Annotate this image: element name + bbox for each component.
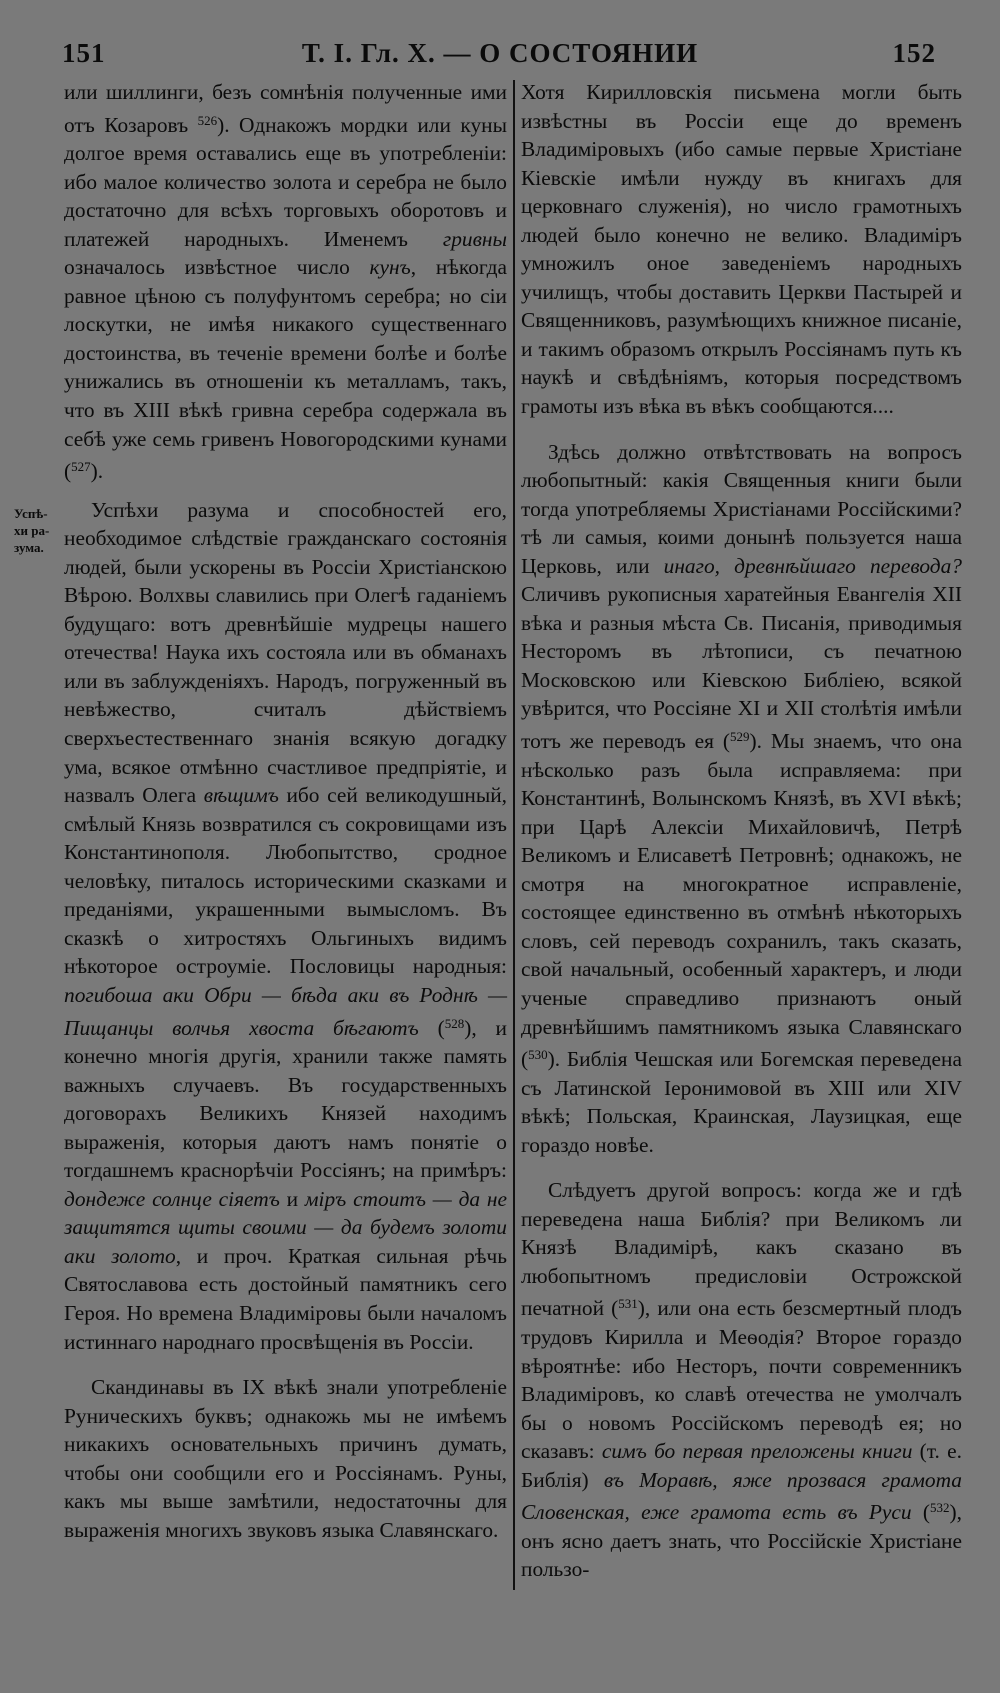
footnote-ref[interactable]: 529 (730, 729, 750, 745)
marginal-note-line: Успѣ- (14, 506, 48, 521)
running-title: Т. I. Гл. X. — О СОСТОЯНИИ (301, 38, 699, 68)
marginal-note (14, 505, 64, 556)
column-divider (513, 80, 515, 1590)
left-column (64, 78, 507, 1544)
footnote-ref[interactable]: 527 (71, 459, 91, 475)
paragraph: Хотя Кирилловскія письмена могли быть извѣстны въ Россіи еще до временъ Владиміровыхъ (ибо самые первые Христіане Кіевскіе имѣли нужду въ книгахъ для церковнаго служенія), но число грамотныхъ людей было конечно не велико. Владиміръ умножилъ оное заведеніемъ народныхъ училищъ, чтобы доставить Церкви Пастырей и Священниковъ, разумѣющихъ книжное писаніе, и такимъ образомъ открылъ Россіянамъ путь къ наукѣ и свѣдѣніямъ, которыя посредствомъ грамоты изъ вѣка въ вѣкъ сообщаются.... (521, 80, 962, 419)
paragraph: Успѣхи разума и способностей его, необходимое слѣдствіе гражданскаго состоянія людей, были ускорены въ Россіи Христіанскою Вѣрою. Волхвы славились при Олегѣ гаданіемъ будущаго: вотъ древнѣйшіе мудрецы нашего отечества! Наука ихъ состояла или въ обманахъ или въ заблужденіяхъ. Народъ, погруженный въ невѣжество, считалъ дѣйствіемъ сверхъестественнаго знанія всякую догадку ума, всякое отмѣнно счастливое предпріятіе, и назвалъ Олега вѣщимъ ибо сей великодушный, смѣлый Князь возвратился съ сокровищами изъ Константинополя. Любопытство, сродное человѣку, питалось историческими сказками и преданіями, украшенными вымысломъ. Въ сказкѣ о хитростяхъ Ольгиныхъ видимъ нѣкоторое остроуміе. Пословицы народныя: погибоша аки Обри — бѣда аки въ Роднѣ — Пищанцы волчья хвоста бѣгаютъ ($^{528}$), и конечно многія другія, хранили также память важныхъ случаевъ. Въ государственныхъ договорахъ Великихъ Князей находимъ выраженія, которыя даютъ намъ понятіе о тогдашнемъ краснорѣчіи Россіянъ; на примѣръ: дондеже солнце сіяетъ и міръ стоитъ — да не защитятся щиты своими — да будемъ золоти аки золото, и проч. Краткая сильная рѣчь Святославова есть достойный памятникъ сего Героя. Но времена Владиміровы были началомъ истиннаго народнаго просвѣщенія въ Россіи. (64, 497, 507, 1354)
page-number-right: 152 (892, 38, 936, 68)
footnote-ref[interactable]: 528 (444, 1015, 465, 1031)
paragraph: Слѣдуетъ другой вопросъ: когда же и гдѣ переведена наша Библія? при Великомъ ли Князѣ Владимірѣ, какъ сказано въ любопытномъ предисловіи Острожской печатной ($^{531}$), или она есть безсмертный плодъ трудовъ Кирилла и Меѳодія? Второе гораздо вѣроятнѣе: ибо Несторъ, почти современникъ Владиміровъ, ко славѣ отечества не умолчалъ бы о новомъ Россійскомъ переводѣ ея; но сказавъ: симъ бо первая преложены книги (т. е. Библія) въ Моравѣ, яже прозвася грамота Словенская, еже грамота есть въ Руси ($^{532}$), онъ ясно даетъ знать, что Россійскіе Христіане пользо- (521, 1178, 963, 1582)
footnote-ref[interactable]: 530 (528, 1047, 548, 1063)
marginal-note-line: хи ра- (14, 523, 50, 538)
footnote-ref[interactable]: 531 (618, 1296, 638, 1312)
paragraph: Скандинавы въ IX вѣкѣ знали употребленіе Руническихъ буквъ; однакожь мы не имѣемъ никакихъ основательныхъ причинъ думать, чтобы они сообщили его и Россіянамъ. Руны, какъ мы выше замѣтили, недостаточны для выраженія многихъ звуковъ языка Славянскаго. (64, 1375, 507, 1542)
running-header (28, 38, 972, 78)
paragraph: или шиллинги, безъ сомнѣнія полученные ими отъ Козаровъ $^{526}$). Однакожъ мордки или куны долгое время оставались еще въ употребленіи: ибо малое количество золота и серебра не было достаточно для всѣхъ торговыхъ оборотовъ и платежей народныхъ. Именемъ гривны означалось извѣстное число кунъ, нѣкогда равное цѣною съ полуфунтомъ серебра; но сіи лоскутки, не имѣя никакого существеннаго достоинства, въ теченіе времени болѣе и болѣе унижались въ отношеніи къ металламъ, такъ, что въ XIII вѣкѣ гривна серебра содержала въ себѣ уже семь гривенъ Новогородскими кунами ($^{527}$). (64, 80, 508, 484)
marginal-note-line: зума. (14, 540, 44, 555)
footnote-ref[interactable]: 526 (197, 112, 218, 128)
paragraph: Здѣсь должно отвѣтствовать на вопросъ любопытный: какія Священныя книги были тогда употребляемы Христіанами Россійскими? тѣ ли самыя, коими донынѣ пользуется наша Церковь, или инаго, древнѣйшаго перевода? Сличивъ рукописныя харатейныя Евангелія XII вѣка и разныя мѣста Св. Писанія, приводимыя Несторомъ въ лѣтописи, съ печатною Московскою или Кіевскою Библіею, всякой увѣрится, что Россіяне XI и XII столѣтія имѣли тотъ же переводъ ея ($^{529}$). Мы знаемъ, что она нѣсколько разъ была исправляема: при Константинѣ, Волынскомъ Князѣ, въ XVI вѣкѣ; при Царѣ Алексіи Михайловичѣ, Петрѣ Великомъ и Елисаветѣ Петровнѣ; однакожъ, не смотря на многократное исправленіе, состоящее единственно въ отмѣнѣ нѣкоторыхъ словъ, сей переводъ сохранилъ, такъ сказать, свой начальный, особенный характеръ, и люди ученые справедливо признаютъ оный древнѣйшимъ памятникомъ языка Славянскаго ($^{530}$). Библія Чешская или Богемская переведена съ Латинской Іеронимовой въ XIII или XIV вѣкѣ; Польская, Краинская, Лаузицкая, еще гораздо новѣе. (521, 439, 962, 1157)
right-column (521, 78, 962, 1584)
page-number-left: 151 (62, 38, 106, 68)
footnote-ref[interactable]: 532 (930, 1500, 950, 1516)
